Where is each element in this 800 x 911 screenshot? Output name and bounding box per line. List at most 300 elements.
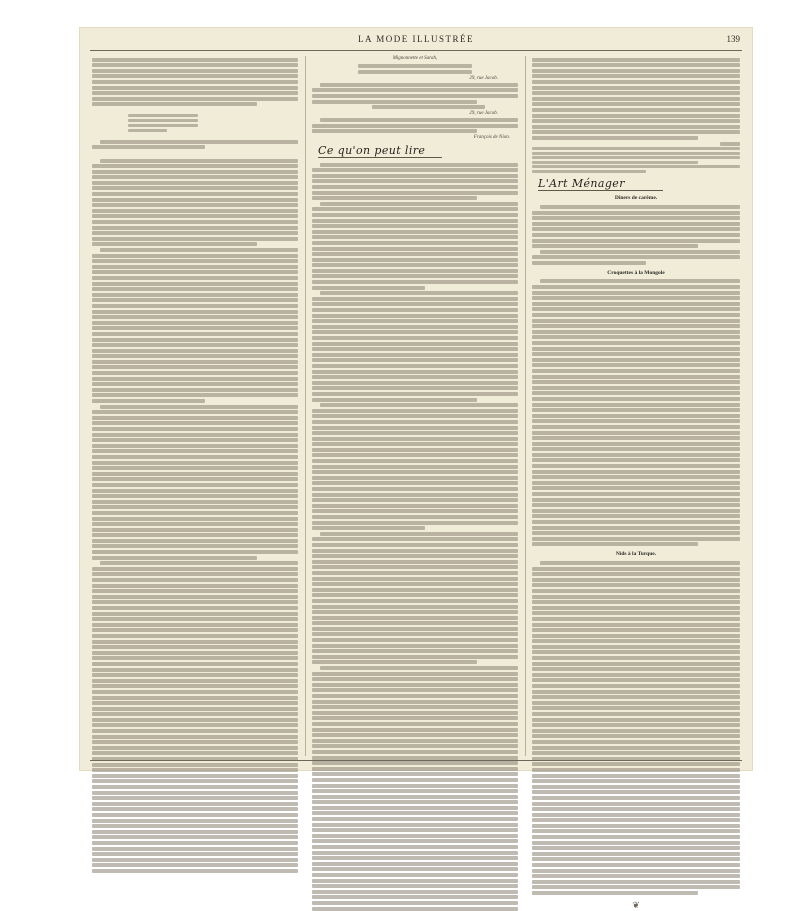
body-text-line bbox=[92, 86, 298, 90]
body-text-line bbox=[92, 231, 298, 235]
body-text-line bbox=[532, 796, 740, 800]
body-text-line bbox=[532, 341, 740, 345]
body-text-line bbox=[92, 712, 298, 716]
body-text-line bbox=[92, 813, 298, 817]
body-text-line bbox=[312, 806, 518, 810]
body-text-line bbox=[532, 244, 698, 248]
body-text-line bbox=[320, 202, 518, 206]
body-text-line bbox=[312, 677, 518, 681]
body-text-line bbox=[312, 498, 518, 502]
newspaper-page bbox=[80, 28, 752, 910]
body-text-line bbox=[92, 517, 298, 521]
body-text-line bbox=[92, 718, 298, 722]
body-text-line bbox=[532, 498, 740, 502]
body-text-line bbox=[92, 483, 298, 487]
body-text-line bbox=[312, 688, 518, 692]
body-text-line bbox=[532, 684, 740, 688]
body-text-line bbox=[540, 561, 740, 565]
body-text-line bbox=[92, 377, 298, 381]
body-text-line bbox=[532, 74, 740, 78]
body-text-line bbox=[92, 186, 298, 190]
body-text-line bbox=[320, 83, 518, 87]
body-text-line bbox=[532, 857, 740, 861]
body-text-line bbox=[532, 91, 740, 95]
body-text-line bbox=[532, 352, 740, 356]
body-text-line bbox=[532, 453, 740, 457]
body-text-line bbox=[312, 789, 518, 793]
body-text-line bbox=[320, 163, 518, 167]
body-text-line bbox=[532, 578, 740, 582]
body-text-line bbox=[532, 768, 740, 772]
body-text-line bbox=[532, 161, 698, 164]
body-text-line bbox=[532, 751, 740, 755]
body-text-line bbox=[92, 824, 298, 828]
body-text-line bbox=[532, 835, 740, 839]
body-text-line bbox=[92, 696, 298, 700]
body-text-line bbox=[92, 673, 298, 677]
body-text-line bbox=[532, 829, 740, 833]
body-text-line bbox=[312, 711, 518, 715]
body-text-line bbox=[92, 298, 298, 302]
body-text-line bbox=[100, 405, 298, 409]
body-text-line bbox=[532, 119, 740, 123]
body-text-line bbox=[92, 326, 298, 330]
body-text-line bbox=[92, 354, 298, 358]
body-text-line bbox=[312, 219, 518, 223]
body-text-line bbox=[92, 863, 298, 867]
body-text-line bbox=[312, 442, 518, 446]
body-text-line bbox=[312, 129, 477, 133]
body-text-line bbox=[312, 554, 518, 558]
body-text-line bbox=[92, 763, 298, 767]
body-text-line bbox=[92, 634, 298, 638]
body-text-line bbox=[92, 578, 298, 582]
body-text-line bbox=[312, 537, 518, 541]
body-text-line bbox=[312, 185, 518, 189]
body-text-line bbox=[312, 124, 518, 128]
body-text-line bbox=[532, 363, 740, 367]
body-text-line bbox=[312, 839, 518, 843]
body-text-line bbox=[532, 880, 740, 884]
body-text-line bbox=[312, 571, 518, 575]
body-text-line bbox=[720, 142, 740, 146]
body-text-line bbox=[312, 795, 518, 799]
body-text-line bbox=[532, 97, 740, 101]
body-text-line bbox=[532, 170, 646, 173]
body-text-line bbox=[312, 459, 518, 463]
body-text-line bbox=[312, 213, 518, 217]
body-text-line bbox=[532, 239, 740, 243]
signature-address-1: 29, rue Jacob. bbox=[469, 75, 498, 81]
body-text-line bbox=[532, 520, 740, 524]
body-text-line bbox=[532, 869, 740, 873]
body-text-line bbox=[92, 293, 298, 297]
body-text-line bbox=[92, 589, 298, 593]
body-text-line bbox=[312, 325, 518, 329]
body-text-line bbox=[532, 431, 740, 435]
body-text-line bbox=[312, 862, 518, 866]
body-text-line bbox=[312, 823, 518, 827]
body-text-line bbox=[532, 891, 698, 895]
body-text-line bbox=[312, 504, 518, 508]
body-text-line bbox=[312, 168, 518, 172]
body-text-line bbox=[92, 668, 298, 672]
body-text-line bbox=[312, 196, 477, 200]
body-text-line bbox=[532, 285, 740, 289]
body-text-line bbox=[92, 572, 298, 576]
body-text-line bbox=[532, 319, 740, 323]
body-text-line bbox=[92, 102, 257, 106]
body-text-line bbox=[92, 461, 298, 465]
body-text-line bbox=[312, 728, 518, 732]
body-text-line bbox=[92, 265, 298, 269]
body-text-line bbox=[312, 94, 518, 98]
body-text-line bbox=[532, 701, 740, 705]
body-text-line bbox=[532, 324, 740, 328]
body-text-line bbox=[312, 621, 518, 625]
body-text-line bbox=[92, 768, 298, 772]
body-text-line bbox=[312, 800, 518, 804]
body-text-line bbox=[92, 209, 298, 213]
body-text-line bbox=[312, 907, 518, 911]
body-text-line bbox=[532, 481, 740, 485]
body-text-line bbox=[92, 203, 298, 207]
section-heading-rule bbox=[318, 157, 442, 158]
body-text-line bbox=[312, 230, 518, 234]
body-text-line bbox=[532, 425, 740, 429]
body-text-line bbox=[92, 58, 298, 62]
body-text-line bbox=[92, 735, 298, 739]
body-text-line bbox=[532, 611, 740, 615]
body-text-line bbox=[532, 818, 740, 822]
body-text-line bbox=[312, 811, 518, 815]
body-text-line bbox=[312, 761, 518, 765]
column-center bbox=[312, 56, 518, 756]
body-text-line bbox=[532, 790, 740, 794]
body-text-line bbox=[312, 241, 518, 245]
body-text-line bbox=[312, 772, 518, 776]
body-text-line bbox=[532, 885, 740, 889]
body-text-line bbox=[92, 421, 298, 425]
body-text-line bbox=[312, 481, 518, 485]
body-text-line bbox=[312, 767, 518, 771]
body-text-line bbox=[312, 560, 518, 564]
signature-mignonnette: Mignonnette et Sarah, bbox=[392, 56, 438, 61]
body-text-line bbox=[92, 427, 298, 431]
body-text-line bbox=[92, 852, 298, 856]
body-text-line bbox=[358, 70, 471, 74]
body-text-line bbox=[92, 382, 298, 386]
body-text-line bbox=[320, 403, 518, 407]
body-text-line bbox=[92, 785, 298, 789]
body-text-line bbox=[312, 286, 425, 290]
body-text-line bbox=[532, 617, 740, 621]
body-text-line bbox=[92, 662, 298, 666]
body-text-line bbox=[312, 599, 518, 603]
body-text-line bbox=[92, 740, 298, 744]
body-text-line bbox=[92, 416, 298, 420]
body-text-line bbox=[92, 612, 298, 616]
body-text-line bbox=[320, 532, 518, 536]
body-text-line bbox=[532, 369, 740, 373]
body-text-line bbox=[312, 644, 518, 648]
body-text-line bbox=[312, 873, 518, 877]
body-text-line bbox=[92, 287, 298, 291]
body-text-line bbox=[128, 129, 167, 132]
body-text-line bbox=[312, 297, 518, 301]
subheading-diners-de-careme: Dîners de carême. bbox=[614, 195, 658, 202]
body-text-line bbox=[92, 544, 298, 548]
body-text-line bbox=[312, 515, 518, 519]
body-text-line bbox=[312, 543, 518, 547]
body-text-line bbox=[100, 140, 298, 144]
body-text-line bbox=[92, 567, 298, 571]
body-text-line bbox=[312, 409, 518, 413]
body-text-line bbox=[92, 455, 298, 459]
body-text-line bbox=[532, 464, 740, 468]
body-text-line bbox=[532, 589, 740, 593]
body-text-line bbox=[92, 321, 298, 325]
body-text-line bbox=[92, 343, 298, 347]
body-text-line bbox=[312, 420, 518, 424]
body-text-line bbox=[92, 835, 298, 839]
body-text-line bbox=[532, 712, 740, 716]
section-heading-art-menager: L'Art Ménager bbox=[538, 177, 625, 191]
body-text-line bbox=[532, 436, 740, 440]
body-text-line bbox=[92, 472, 298, 476]
body-text-line bbox=[312, 750, 518, 754]
ornament-icon: ❦ bbox=[632, 900, 640, 910]
body-text-line bbox=[532, 447, 740, 451]
body-text-line bbox=[540, 205, 740, 209]
body-text-line bbox=[92, 600, 298, 604]
body-text-line bbox=[312, 582, 518, 586]
body-text-line bbox=[532, 662, 740, 666]
body-text-line bbox=[532, 458, 740, 462]
body-text-line bbox=[312, 437, 518, 441]
body-text-line bbox=[532, 595, 740, 599]
body-text-line bbox=[312, 672, 518, 676]
body-text-line bbox=[312, 342, 518, 346]
body-text-line bbox=[312, 274, 518, 278]
body-text-line bbox=[312, 577, 518, 581]
body-text-line bbox=[312, 605, 518, 609]
body-text-line bbox=[128, 114, 198, 117]
signature-address-2: 29, rue Jacob. bbox=[469, 110, 498, 116]
body-text-line bbox=[92, 315, 298, 319]
body-text-line bbox=[532, 475, 740, 479]
body-text-line bbox=[320, 666, 518, 670]
body-text-line bbox=[312, 247, 518, 251]
body-text-line bbox=[532, 419, 740, 423]
body-text-line bbox=[532, 69, 740, 73]
body-text-line bbox=[532, 623, 740, 627]
body-text-line bbox=[92, 444, 298, 448]
body-text-line bbox=[312, 336, 518, 340]
body-text-line bbox=[312, 308, 518, 312]
body-text-line bbox=[92, 164, 298, 168]
body-text-line bbox=[312, 386, 518, 390]
body-text-line bbox=[532, 492, 740, 496]
body-text-line bbox=[372, 105, 485, 109]
body-text-line bbox=[532, 255, 740, 259]
body-text-line bbox=[92, 449, 298, 453]
body-text-line bbox=[100, 248, 298, 252]
body-text-line bbox=[92, 751, 298, 755]
body-text-line bbox=[92, 606, 298, 610]
body-text-line bbox=[92, 584, 298, 588]
body-text-line bbox=[312, 364, 518, 368]
body-text-line bbox=[312, 683, 518, 687]
body-text-line bbox=[312, 353, 518, 357]
body-text-line bbox=[92, 628, 298, 632]
body-text-line bbox=[92, 371, 298, 375]
body-text-line bbox=[532, 874, 740, 878]
column-left bbox=[92, 56, 298, 756]
body-text-line bbox=[92, 181, 298, 185]
header-rule bbox=[90, 50, 742, 51]
body-text-line bbox=[92, 332, 298, 336]
body-text-line bbox=[532, 136, 698, 140]
body-text-line bbox=[532, 583, 740, 587]
body-text-line bbox=[320, 291, 518, 295]
body-text-line bbox=[532, 380, 740, 384]
body-text-line bbox=[92, 214, 298, 218]
body-text-line bbox=[312, 856, 518, 860]
body-text-line bbox=[92, 774, 298, 778]
body-text-line bbox=[312, 470, 518, 474]
body-text-line bbox=[312, 593, 518, 597]
body-text-line bbox=[532, 261, 646, 265]
body-text-line bbox=[532, 846, 740, 850]
body-text-line bbox=[532, 233, 740, 237]
body-text-line bbox=[532, 645, 740, 649]
body-text-line bbox=[312, 722, 518, 726]
body-text-line bbox=[532, 470, 740, 474]
body-text-line bbox=[312, 901, 518, 905]
body-text-line bbox=[312, 453, 518, 457]
body-text-line bbox=[532, 152, 740, 155]
body-text-line bbox=[312, 207, 518, 211]
page-number: 139 bbox=[726, 34, 740, 44]
body-text-line bbox=[532, 746, 740, 750]
body-text-line bbox=[312, 632, 518, 636]
body-text-line bbox=[532, 86, 740, 90]
body-text-line bbox=[532, 302, 740, 306]
body-text-line bbox=[312, 638, 518, 642]
body-text-line bbox=[312, 817, 518, 821]
body-text-line bbox=[312, 493, 518, 497]
body-text-line bbox=[92, 684, 298, 688]
body-text-line bbox=[92, 746, 298, 750]
body-text-line bbox=[532, 740, 740, 744]
body-text-line bbox=[92, 528, 298, 532]
body-text-line bbox=[532, 291, 740, 295]
body-text-line bbox=[532, 678, 740, 682]
body-text-line bbox=[92, 595, 298, 599]
body-text-line bbox=[92, 701, 298, 705]
body-text-line bbox=[532, 391, 740, 395]
body-text-line bbox=[312, 655, 518, 659]
body-text-line bbox=[540, 279, 740, 283]
body-text-line bbox=[312, 895, 518, 899]
body-text-line bbox=[312, 705, 518, 709]
body-text-line bbox=[312, 694, 518, 698]
body-text-line bbox=[92, 276, 298, 280]
body-text-line bbox=[532, 606, 740, 610]
body-text-line bbox=[92, 779, 298, 783]
body-text-line bbox=[92, 145, 205, 149]
body-text-line bbox=[312, 890, 518, 894]
body-text-line bbox=[92, 74, 298, 78]
body-text-line bbox=[532, 397, 740, 401]
body-text-line bbox=[92, 651, 298, 655]
body-text-line bbox=[532, 222, 740, 226]
body-text-line bbox=[312, 879, 518, 883]
body-text-line bbox=[532, 347, 740, 351]
body-text-line bbox=[92, 830, 298, 834]
body-text-line bbox=[312, 756, 518, 760]
body-text-line bbox=[532, 63, 740, 67]
body-text-line bbox=[92, 640, 298, 644]
body-text-line bbox=[92, 656, 298, 660]
body-text-line bbox=[532, 542, 698, 546]
body-text-line bbox=[92, 533, 298, 537]
body-text-line bbox=[92, 192, 298, 196]
body-text-line bbox=[312, 884, 518, 888]
body-text-line bbox=[92, 175, 298, 179]
body-text-line bbox=[312, 828, 518, 832]
body-text-line bbox=[532, 656, 740, 660]
body-text-line bbox=[532, 600, 740, 604]
body-text-line bbox=[312, 252, 518, 256]
body-text-line bbox=[532, 650, 740, 654]
body-text-line bbox=[312, 465, 518, 469]
body-text-line bbox=[532, 723, 740, 727]
body-text-line bbox=[532, 386, 740, 390]
column-separator bbox=[305, 56, 306, 756]
body-text-line bbox=[312, 100, 477, 104]
body-text-line bbox=[92, 80, 298, 84]
body-text-line bbox=[312, 330, 518, 334]
body-text-line bbox=[312, 834, 518, 838]
body-text-line bbox=[92, 802, 298, 806]
body-text-line bbox=[92, 220, 298, 224]
body-text-line bbox=[532, 408, 740, 412]
body-text-line bbox=[532, 130, 740, 134]
body-text-line bbox=[312, 700, 518, 704]
body-text-line bbox=[532, 824, 740, 828]
body-text-line bbox=[532, 706, 740, 710]
body-text-line bbox=[312, 191, 518, 195]
body-text-line bbox=[312, 370, 518, 374]
body-text-line bbox=[532, 813, 740, 817]
body-text-line bbox=[92, 556, 257, 560]
body-text-line bbox=[92, 399, 205, 403]
body-text-line bbox=[532, 526, 740, 530]
body-text-line bbox=[312, 414, 518, 418]
body-text-line bbox=[532, 80, 740, 84]
body-text-line bbox=[358, 64, 471, 68]
body-text-line bbox=[540, 250, 740, 254]
body-text-line bbox=[92, 723, 298, 727]
body-text-line bbox=[320, 118, 518, 122]
body-text-line bbox=[532, 165, 740, 168]
body-text-line bbox=[312, 851, 518, 855]
body-text-line bbox=[532, 125, 740, 129]
body-text-line bbox=[532, 102, 740, 106]
body-text-line bbox=[312, 280, 518, 284]
